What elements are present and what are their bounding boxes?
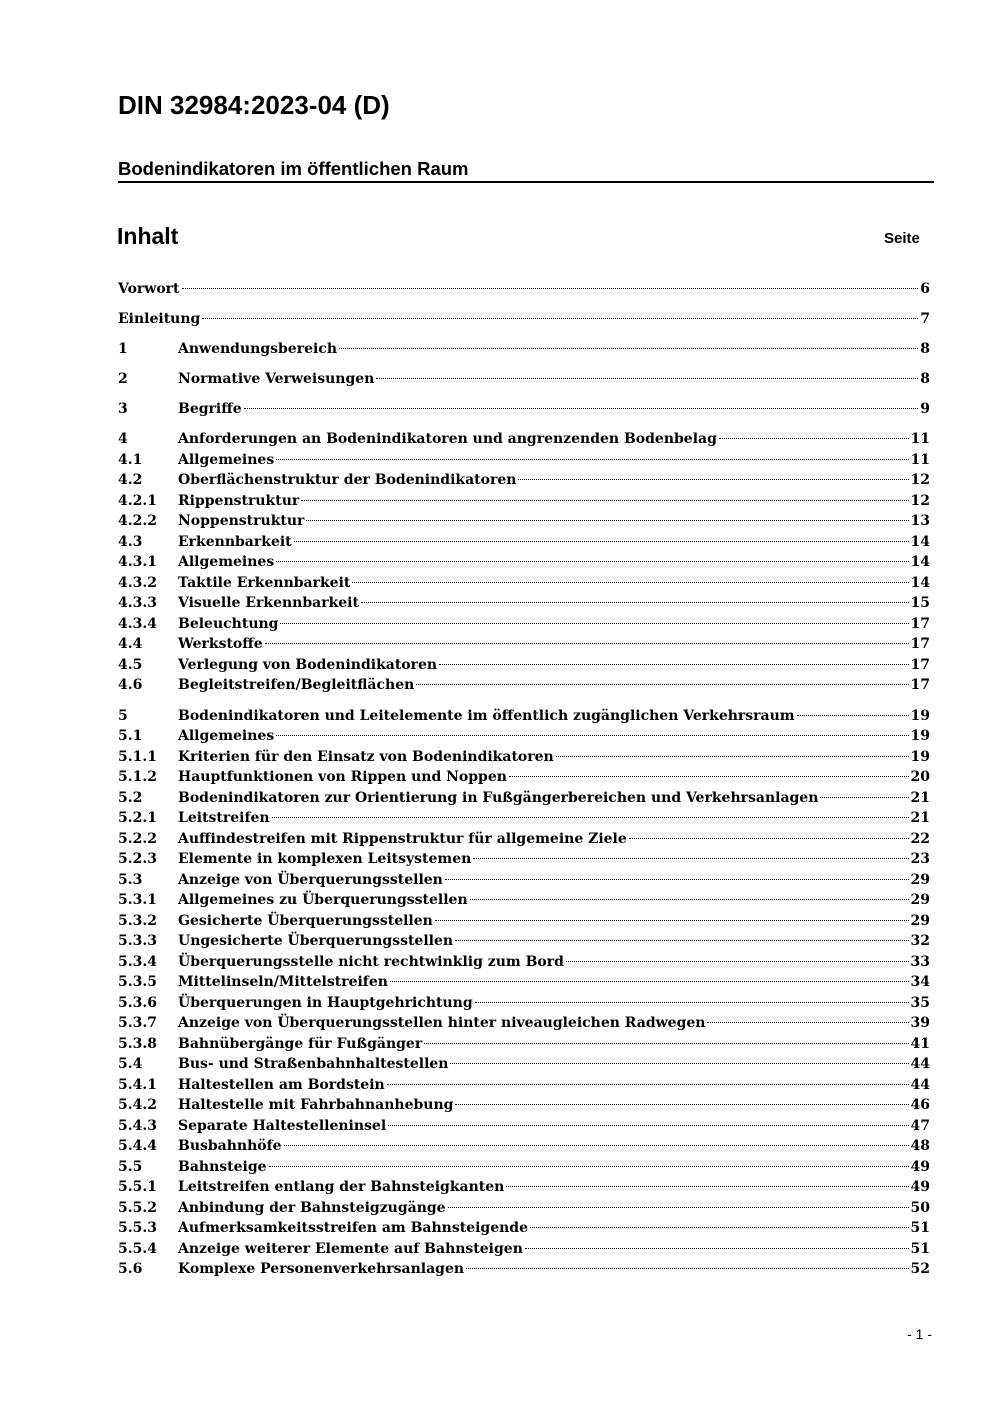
toc-entry-title: Leitstreifen xyxy=(178,810,270,827)
toc-entry-page: 41 xyxy=(910,1035,930,1052)
toc-entry[interactable] xyxy=(118,747,930,768)
toc-entry-page: 44 xyxy=(910,1056,930,1073)
toc-dot-leader xyxy=(276,459,908,460)
toc-dot-leader xyxy=(566,961,909,962)
toc-entry-number: 4.2.1 xyxy=(118,492,157,509)
toc-dot-leader xyxy=(820,797,908,798)
toc-entry-page: 11 xyxy=(910,431,930,448)
toc-entry-page: 12 xyxy=(910,492,930,509)
toc-entry[interactable] xyxy=(118,911,930,932)
toc-entry-page: 46 xyxy=(910,1097,930,1114)
toc-entry-page: 13 xyxy=(910,513,930,530)
toc-dot-leader xyxy=(455,940,908,941)
toc-entry-number: 5.3.8 xyxy=(118,1035,157,1052)
toc-entry[interactable] xyxy=(118,614,930,635)
toc-entry[interactable] xyxy=(118,1034,930,1055)
toc-entry-title: Ungesicherte Überquerungsstellen xyxy=(178,933,454,950)
toc-entry-title: Anforderungen an Bodenindikatoren und angrenzenden Bodenbelag xyxy=(178,431,717,448)
toc-entry-number: 5.5.4 xyxy=(118,1240,157,1257)
toc-entry-title: Elemente in komplexen Leitsystemen xyxy=(178,851,472,868)
toc-entry-page: 8 xyxy=(920,371,930,388)
toc-entry[interactable] xyxy=(118,829,930,850)
toc-entry[interactable] xyxy=(118,1198,930,1219)
toc-entry-title: Allgemeines xyxy=(178,554,275,571)
toc-dot-leader xyxy=(518,479,908,480)
toc-entry[interactable] xyxy=(118,429,930,450)
document-title: DIN 32984:2023-04 (D) xyxy=(118,90,390,120)
toc-dot-leader xyxy=(306,520,908,521)
toc-entry-page: 14 xyxy=(910,533,930,550)
toc-entry-title: Oberflächenstruktur der Bodenindikatoren xyxy=(178,472,517,489)
toc-dot-leader xyxy=(445,879,909,880)
toc-dot-leader xyxy=(416,684,908,685)
toc-entry[interactable] xyxy=(118,767,930,788)
toc-entry-title: Erkennbarkeit xyxy=(178,533,292,550)
toc-entry-number: 4.1 xyxy=(118,451,143,468)
toc-entry-page: 17 xyxy=(910,636,930,653)
toc-entry-title: Bahnübergänge für Fußgänger xyxy=(178,1035,423,1052)
toc-entry[interactable] xyxy=(118,1095,930,1116)
toc-entry-page: 20 xyxy=(910,769,930,786)
toc-entry-title: Verlegung von Bodenindikatoren xyxy=(178,656,438,673)
toc-entry-title: Gesicherte Überquerungsstellen xyxy=(178,912,433,929)
toc-entry[interactable] xyxy=(118,1239,930,1260)
toc-entry-page: 17 xyxy=(910,656,930,673)
toc-entry-page: 33 xyxy=(910,953,930,970)
toc-entry-number: 4.5 xyxy=(118,656,143,673)
toc-dot-leader xyxy=(272,817,909,818)
toc-entry-number: 4.3 xyxy=(118,533,143,550)
toc-entry-page: 29 xyxy=(910,892,930,909)
toc-entry-page: 17 xyxy=(910,677,930,694)
toc-entry-title: Werkstoffe xyxy=(178,636,263,653)
toc-entry-page: 29 xyxy=(910,912,930,929)
toc-entry[interactable] xyxy=(118,1177,930,1198)
toc-entry-page: 49 xyxy=(910,1179,930,1196)
toc-entry[interactable] xyxy=(118,1136,930,1157)
toc-entry-page: 6 xyxy=(920,281,930,297)
toc-entry-title: Anzeige von Überquerungsstellen hinter niveaugleichen Radwegen xyxy=(178,1015,706,1032)
toc-entry-title: Rippenstruktur xyxy=(178,492,300,509)
toc-dot-leader xyxy=(530,1227,909,1228)
toc-dot-leader xyxy=(202,318,918,319)
toc-entry-title: Kriterien für den Einsatz von Bodenindikatoren xyxy=(178,748,554,765)
toc-dot-leader xyxy=(473,858,908,859)
toc-entry-title: Allgemeines xyxy=(178,451,275,468)
toc-entry-number: 5.1 xyxy=(118,728,143,745)
toc-entry-title: Beleuchtung xyxy=(178,615,279,632)
toc-dot-leader xyxy=(466,1268,908,1269)
toc-entry-page: 19 xyxy=(910,748,930,765)
toc-entry-page: 39 xyxy=(910,1015,930,1032)
toc-entry-title: Haltestellen am Bordstein xyxy=(178,1076,385,1093)
toc-dot-leader xyxy=(294,541,909,542)
toc-entry-page: 19 xyxy=(910,707,930,724)
toc-dot-leader xyxy=(265,643,909,644)
toc-entry-number: 5.1.1 xyxy=(118,748,157,765)
toc-entry[interactable] xyxy=(118,808,930,829)
toc-entry[interactable] xyxy=(118,593,930,614)
toc-entry-page: 9 xyxy=(920,401,930,418)
toc-entry[interactable] xyxy=(118,1157,930,1178)
toc-entry-title: Mittelinseln/Mittelstreifen xyxy=(178,974,388,991)
toc-entry-number: 5.3.3 xyxy=(118,933,157,950)
toc-entry-page: 52 xyxy=(910,1261,930,1278)
toc-entry-title: Allgemeines xyxy=(178,728,275,745)
toc-dot-leader xyxy=(276,735,908,736)
toc-dot-leader xyxy=(182,288,919,289)
toc-entry[interactable] xyxy=(118,339,930,360)
toc-dot-leader xyxy=(450,1063,908,1064)
toc-dot-leader xyxy=(629,838,909,839)
toc-entry-title: Komplexe Personenverkehrsanlagen xyxy=(178,1261,465,1278)
toc-entry-page: 51 xyxy=(910,1220,930,1237)
toc-dot-leader xyxy=(707,1022,908,1023)
toc-entry-number: 5.1.2 xyxy=(118,769,157,786)
toc-heading: Inhalt xyxy=(117,223,179,249)
toc-entry-title: Anwendungsbereich xyxy=(178,341,337,358)
toc-entry-number: 4.2.2 xyxy=(118,513,157,530)
toc-entry-page: 47 xyxy=(910,1117,930,1134)
toc-dot-leader xyxy=(439,664,908,665)
toc-entry[interactable] xyxy=(118,726,930,747)
toc-entry-page: 34 xyxy=(910,974,930,991)
toc-entry-number: 5.3.1 xyxy=(118,892,157,909)
toc-dot-leader xyxy=(376,378,918,379)
toc-entry-number: 5.3.6 xyxy=(118,994,157,1011)
toc-entry-number: 5.4.3 xyxy=(118,1117,157,1134)
toc-entry-page: 21 xyxy=(910,810,930,827)
toc-entry-title: Vorwort xyxy=(118,281,180,297)
toc-dot-leader xyxy=(475,1002,909,1003)
toc-dot-leader xyxy=(269,1166,909,1167)
toc-entry[interactable] xyxy=(118,675,930,696)
toc-entry-number: 5.2.1 xyxy=(118,810,157,827)
toc-entry-number: 5.6 xyxy=(118,1261,143,1278)
toc-entry-page: 14 xyxy=(910,574,930,591)
toc-entry-page: 48 xyxy=(910,1138,930,1155)
toc-entry-page: 50 xyxy=(910,1199,930,1216)
page-number: - 1 - xyxy=(907,1326,932,1342)
toc-entry-page: 21 xyxy=(910,789,930,806)
toc-entry-title: Haltestelle mit Fahrbahnanhebung xyxy=(178,1097,454,1114)
toc-entry-number: 4.2 xyxy=(118,472,143,489)
toc-entry-number: 4.3.2 xyxy=(118,574,157,591)
toc-entry-number: 5.4.1 xyxy=(118,1076,157,1093)
toc-entry-title: Bus- und Straßenbahnhaltestellen xyxy=(178,1056,449,1073)
toc-entry[interactable] xyxy=(118,450,930,471)
toc-entry-number: 5.5.2 xyxy=(118,1199,157,1216)
toc-entry[interactable] xyxy=(118,972,930,993)
toc-entry-number: 5.3.2 xyxy=(118,912,157,929)
toc-entry-title: Bodenindikatoren und Leitelemente im öffentlich zugänglichen Verkehrsraum xyxy=(178,707,795,724)
toc-entry[interactable] xyxy=(118,1013,930,1034)
toc-entry-number: 5.2.2 xyxy=(118,830,157,847)
toc-entry-number: 1 xyxy=(118,341,128,358)
toc-entry[interactable] xyxy=(118,849,930,870)
toc-entry[interactable] xyxy=(118,491,930,512)
toc-entry-number: 5 xyxy=(118,707,128,724)
toc-entry-number: 4.6 xyxy=(118,677,143,694)
toc-dot-leader xyxy=(352,582,908,583)
toc-entry-number: 3 xyxy=(118,401,128,418)
toc-entry-page: 29 xyxy=(910,871,930,888)
toc-entry[interactable] xyxy=(118,369,930,390)
toc-entry[interactable] xyxy=(118,470,930,491)
toc-entry[interactable] xyxy=(118,993,930,1014)
toc-dot-leader xyxy=(388,1125,908,1126)
toc-entry[interactable] xyxy=(118,655,930,676)
toc-dot-leader xyxy=(470,899,909,900)
toc-entry-number: 5.2 xyxy=(118,789,143,806)
toc-entry[interactable] xyxy=(118,952,930,973)
table-of-contents xyxy=(118,279,930,1280)
toc-entry[interactable] xyxy=(118,309,930,330)
toc-entry-title: Begleitstreifen/Begleitflächen xyxy=(178,677,415,694)
toc-entry[interactable] xyxy=(118,511,930,532)
toc-dot-leader xyxy=(509,776,909,777)
toc-entry-number: 4 xyxy=(118,431,128,448)
toc-entry-title: Noppenstruktur xyxy=(178,513,305,530)
toc-entry-title: Leitstreifen entlang der Bahnsteigkanten xyxy=(178,1179,505,1196)
header-divider xyxy=(118,181,934,183)
toc-entry-number: 4.4 xyxy=(118,636,143,653)
toc-entry-number: 5.3 xyxy=(118,871,143,888)
toc-entry-number: 5.5.3 xyxy=(118,1220,157,1237)
toc-entry-title: Aufmerksamkeitsstreifen am Bahnsteigende xyxy=(178,1220,528,1237)
toc-entry-title: Überquerungen in Hauptgehrichtung xyxy=(178,994,473,1011)
toc-entry-page: 51 xyxy=(910,1240,930,1257)
toc-entry[interactable] xyxy=(118,532,930,553)
toc-entry[interactable] xyxy=(118,870,930,891)
toc-entry-title: Überquerungsstelle nicht rechtwinklig zum Bord xyxy=(178,953,564,970)
toc-dot-leader xyxy=(284,1145,909,1146)
toc-entry-page: 7 xyxy=(920,311,930,328)
toc-dot-leader xyxy=(244,408,919,409)
toc-entry-number: 5.4 xyxy=(118,1056,143,1073)
toc-dot-leader xyxy=(361,602,909,603)
toc-entry-title: Hauptfunktionen von Rippen und Noppen xyxy=(178,769,507,786)
toc-entry-number: 5.2.3 xyxy=(118,851,157,868)
toc-entry-title: Bodenindikatoren zur Orientierung in Fußgängerbereichen und Verkehrsanlagen xyxy=(178,789,819,806)
toc-entry-title: Busbahnhöfe xyxy=(178,1138,282,1155)
toc-entry[interactable] xyxy=(118,399,930,420)
toc-entry[interactable] xyxy=(118,890,930,911)
toc-entry-title: Separate Haltestelleninsel xyxy=(178,1117,387,1134)
toc-entry[interactable] xyxy=(118,1116,930,1137)
toc-entry-title: Auffindestreifen mit Rippenstruktur für allgemeine Ziele xyxy=(178,830,627,847)
toc-entry-number: 5.3.5 xyxy=(118,974,157,991)
toc-dot-leader xyxy=(435,920,909,921)
toc-entry-page: 32 xyxy=(910,933,930,950)
toc-entry[interactable] xyxy=(118,552,930,573)
toc-dot-leader xyxy=(506,1186,908,1187)
toc-entry[interactable] xyxy=(118,634,930,655)
toc-entry-page: 23 xyxy=(910,851,930,868)
document-subtitle: Bodenindikatoren im öffentlichen Raum xyxy=(118,158,469,179)
toc-entry-number: 5.4.4 xyxy=(118,1138,157,1155)
toc-dot-leader xyxy=(390,981,909,982)
toc-entry-number: 5.3.7 xyxy=(118,1015,157,1032)
toc-dot-leader xyxy=(280,623,908,624)
toc-dot-leader xyxy=(424,1043,908,1044)
toc-entry-number: 5.5.1 xyxy=(118,1179,157,1196)
toc-entry-page: 15 xyxy=(910,595,930,612)
toc-entry-page: 44 xyxy=(910,1076,930,1093)
toc-entry-title: Anbindung der Bahnsteigzugänge xyxy=(178,1199,446,1216)
toc-dot-leader xyxy=(339,348,918,349)
toc-entry-number: 5.4.2 xyxy=(118,1097,157,1114)
toc-entry-page: 35 xyxy=(910,994,930,1011)
toc-entry[interactable] xyxy=(118,573,930,594)
toc-dot-leader xyxy=(301,500,908,501)
toc-entry-page: 14 xyxy=(910,554,930,571)
toc-entry[interactable] xyxy=(118,1075,930,1096)
toc-entry[interactable] xyxy=(118,788,930,809)
toc-entry-page: 11 xyxy=(910,451,930,468)
toc-entry[interactable] xyxy=(118,279,930,300)
toc-entry-page: 17 xyxy=(910,615,930,632)
toc-entry-title: Begriffe xyxy=(178,401,242,418)
toc-entry[interactable] xyxy=(118,931,930,952)
toc-dot-leader xyxy=(525,1248,909,1249)
toc-dot-leader xyxy=(556,756,909,757)
toc-entry-title: Einleitung xyxy=(118,311,201,328)
toc-entry-number: 4.3.3 xyxy=(118,595,157,612)
toc-entry-title: Anzeige von Überquerungsstellen xyxy=(178,871,443,888)
toc-entry[interactable] xyxy=(118,1218,930,1239)
toc-dot-leader xyxy=(276,561,908,562)
toc-entry-title: Taktile Erkennbarkeit xyxy=(178,574,351,591)
toc-entry[interactable] xyxy=(118,706,930,727)
toc-dot-leader xyxy=(455,1104,908,1105)
toc-entry[interactable] xyxy=(118,1054,930,1075)
toc-entry-page: 22 xyxy=(910,830,930,847)
toc-entry-page: 19 xyxy=(910,728,930,745)
toc-entry-title: Normative Verweisungen xyxy=(178,371,375,388)
toc-entry-page: 12 xyxy=(910,472,930,489)
toc-dot-leader xyxy=(719,438,909,439)
toc-dot-leader xyxy=(448,1207,909,1208)
toc-dot-leader xyxy=(797,715,909,716)
toc-entry-page: 8 xyxy=(920,341,930,358)
toc-dot-leader xyxy=(387,1084,909,1085)
toc-entry[interactable] xyxy=(118,1259,930,1280)
toc-entry-title: Anzeige weiterer Elemente auf Bahnsteigen xyxy=(178,1240,523,1257)
toc-entry-title: Visuelle Erkennbarkeit xyxy=(178,595,359,612)
toc-entry-number: 5.5 xyxy=(118,1158,143,1175)
toc-entry-title: Bahnsteige xyxy=(178,1158,267,1175)
toc-entry-number: 4.3.4 xyxy=(118,615,157,632)
page-column-label: Seite xyxy=(884,230,920,247)
toc-entry-title: Allgemeines zu Überquerungsstellen xyxy=(178,892,468,909)
toc-entry-number: 2 xyxy=(118,371,128,388)
toc-entry-number: 4.3.1 xyxy=(118,554,157,571)
toc-entry-page: 49 xyxy=(910,1158,930,1175)
toc-entry-number: 5.3.4 xyxy=(118,953,157,970)
